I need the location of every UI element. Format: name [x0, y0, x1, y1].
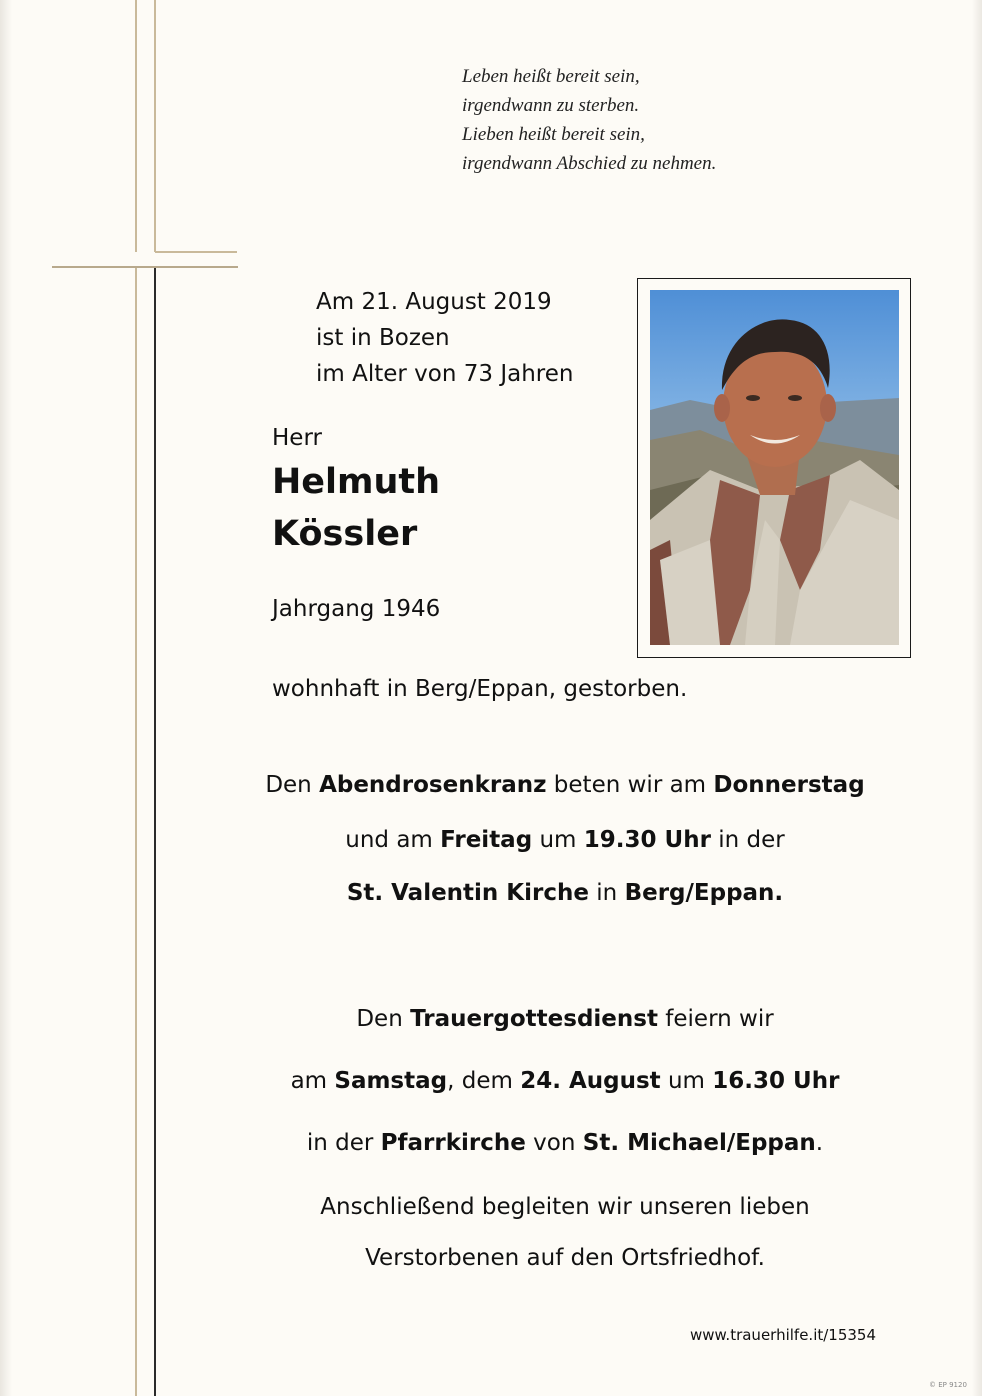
church-name: Pfarrkirche — [380, 1130, 526, 1156]
text-segment: und am — [345, 827, 441, 853]
last-name: Kössler — [272, 514, 418, 554]
date: 24. August — [520, 1068, 661, 1094]
salutation: Herr — [272, 425, 322, 451]
weekday: Freitag — [440, 827, 533, 853]
text-segment: . — [815, 1130, 824, 1156]
weekday: Samstag — [334, 1068, 448, 1094]
paper-edge-left — [0, 0, 12, 1396]
text-segment: beten wir am — [546, 772, 714, 798]
event-name: Trauergottesdienst — [410, 1006, 658, 1032]
death-date-line: Am 21. August 2019 — [316, 289, 552, 315]
text-segment: um — [532, 827, 584, 853]
first-name: Helmuth — [272, 462, 441, 502]
text-segment: in — [588, 880, 625, 906]
poem-line: irgendwann Abschied zu nehmen. — [462, 153, 717, 174]
cross-line-vertical-upper-right — [154, 0, 156, 252]
text-segment: Den — [356, 1006, 411, 1032]
cross-line-horizontal — [52, 266, 238, 268]
portrait-illustration — [650, 290, 899, 645]
cross-line-vertical-upper-left — [135, 0, 137, 252]
rosary-line-1 — [160, 772, 970, 798]
birth-year: Jahrgang 1946 — [272, 596, 441, 622]
funeral-line-3 — [160, 1130, 970, 1156]
funeral-line-2 — [160, 1068, 970, 1094]
text-segment: Den — [265, 772, 320, 798]
death-place-line: ist in Bozen — [316, 325, 450, 351]
poem-line: irgendwann zu sterben. — [462, 95, 640, 116]
church-name: St. Valentin Kirche — [346, 880, 589, 906]
text-segment: in der — [710, 827, 785, 853]
website-link[interactable]: www.trauerhilfe.it/15354 — [690, 1326, 877, 1344]
text-segment: , dem — [447, 1068, 521, 1094]
place-name: Berg/Eppan. — [624, 880, 784, 906]
portrait-photo — [650, 290, 899, 645]
text-segment: am — [290, 1068, 335, 1094]
funeral-line-5: Verstorbenen auf den Ortsfriedhof. — [365, 1245, 765, 1271]
copyright-note: © EP 9120 — [929, 1381, 967, 1389]
weekday: Donnerstag — [713, 772, 865, 798]
cross-line-vertical-lower-black — [154, 268, 156, 1396]
age-line: im Alter von 73 Jahren — [316, 361, 574, 387]
text-segment: feiern wir — [657, 1006, 774, 1032]
poem-line: Lieben heißt bereit sein, — [462, 124, 645, 145]
poem-line: Leben heißt bereit sein, — [462, 66, 640, 87]
text-segment: von — [525, 1130, 583, 1156]
event-name: Abendrosenkranz — [319, 772, 547, 798]
death-announcement — [316, 284, 573, 392]
funeral-line-1 — [160, 1006, 970, 1032]
residence-line: wohnhaft in Berg/Eppan, gestorben. — [272, 676, 688, 702]
rosary-line-2 — [160, 827, 970, 853]
paper-edge-right — [972, 0, 982, 1396]
text-segment: um — [660, 1068, 713, 1094]
cross-line-vertical-lower-gold — [135, 268, 137, 1396]
cross-line-horizontal-short — [155, 251, 237, 253]
place-name: St. Michael/Eppan — [582, 1130, 816, 1156]
poem — [462, 62, 716, 178]
time: 19.30 Uhr — [583, 827, 711, 853]
text-segment: in der — [306, 1130, 381, 1156]
rosary-line-3 — [160, 880, 970, 906]
time: 16.30 Uhr — [712, 1068, 840, 1094]
funeral-line-4: Anschließend begleiten wir unseren lieben — [320, 1194, 810, 1220]
